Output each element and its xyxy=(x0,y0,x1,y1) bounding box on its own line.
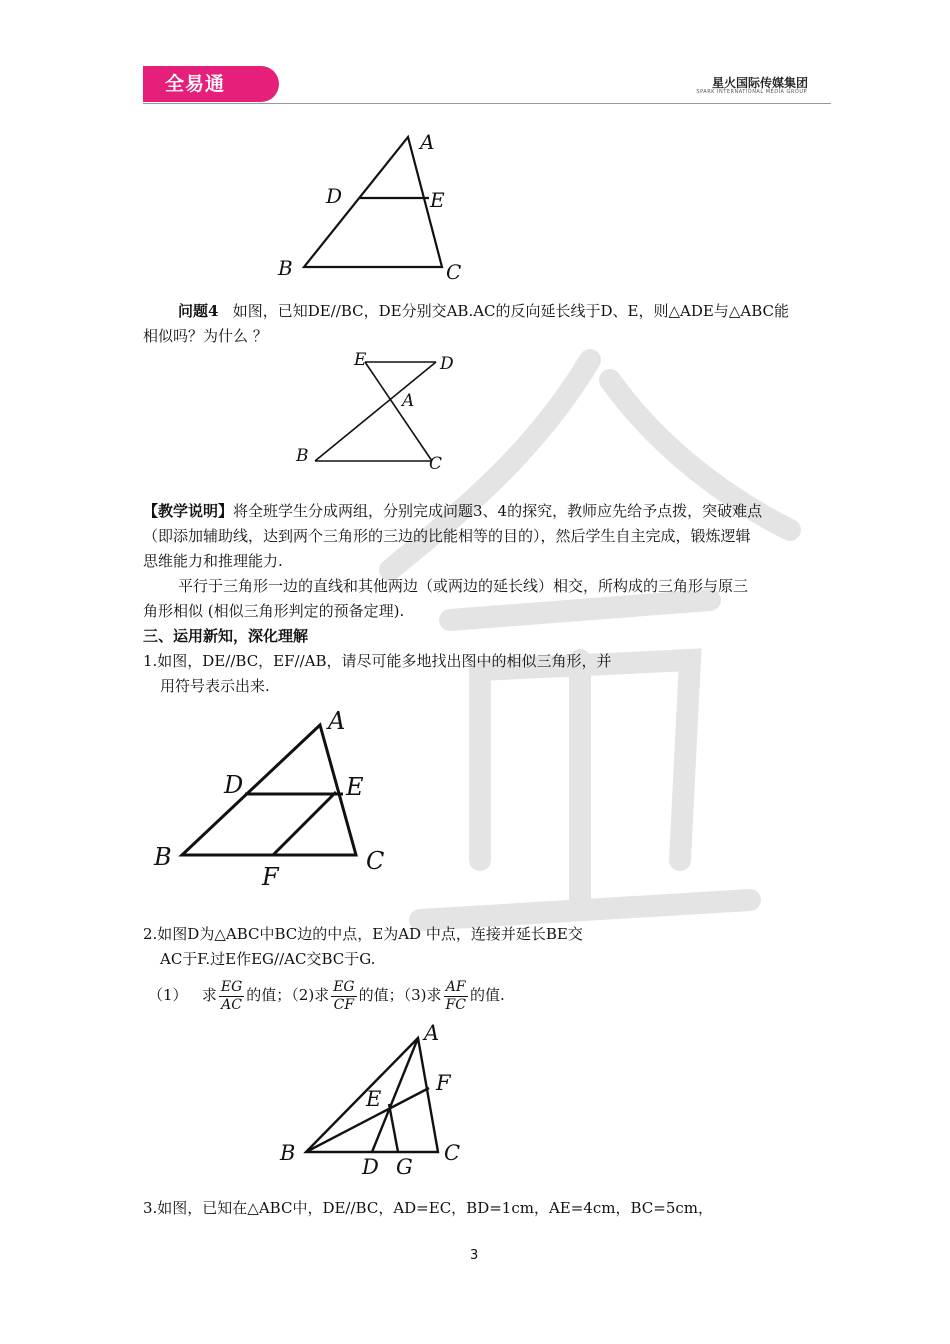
problem4-text: 如图，已知DE//BC，DE分别交AB.AC的反向延长线于D、E，则△ADE与△ABC能 xyxy=(232,302,789,320)
fig2-label-e: E xyxy=(354,350,367,370)
theorem-line2: 角形相似 (相似三角形判定的预备定理). xyxy=(143,602,405,620)
fig4-label-b: B xyxy=(280,1141,296,1165)
section-title: 三、运用新知，深化理解 xyxy=(143,627,309,645)
fig2-label-d: D xyxy=(440,354,454,374)
question2-text-s2: 的值；（3)求 xyxy=(358,986,442,1004)
fig1-label-c: C xyxy=(446,260,462,280)
fraction-eg-cf xyxy=(331,979,356,1014)
page-number: 3 xyxy=(470,1248,479,1263)
question1-line2: 用符号表示出来. xyxy=(160,677,270,695)
question2-text-s3: 的值. xyxy=(469,986,505,1004)
question2-line2: AC于F.过E作EG//AC交BC于G. xyxy=(160,950,376,968)
fig4-label-a: A xyxy=(424,1021,440,1045)
fig3-label-a: A xyxy=(328,707,346,735)
problem4-line2: 相似吗？为什么 ？ xyxy=(143,327,268,345)
logo: 全易通 xyxy=(143,66,279,102)
fig4-label-d: D xyxy=(362,1155,379,1178)
fig1-label-b: B xyxy=(278,256,293,280)
fig3-label-d: D xyxy=(224,771,244,799)
teaching-note-line3: 思维能力和推理能力. xyxy=(143,552,283,570)
teaching-note-line1 xyxy=(143,499,762,523)
question2-line1: 2.如图D为△ABC中BC边的中点，E为AD 中点，连接并延长BE交 xyxy=(143,925,583,943)
brand-name: 星火国际传媒集团 xyxy=(711,76,808,90)
fig4-label-e: E xyxy=(366,1087,382,1111)
fig4-label-f: F xyxy=(436,1071,451,1095)
fraction-af-fc-denominator: FC xyxy=(445,996,466,1013)
fraction-af-fc-numerator: AF xyxy=(444,979,468,997)
fig1-label-e: E xyxy=(430,188,445,212)
fraction-eg-ac-numerator: EG xyxy=(220,978,243,995)
fraction-af-fc xyxy=(444,979,468,1014)
fig2-label-b: B xyxy=(296,446,309,466)
teaching-note-text: 将全班学生分成两组，分别完成问题3、4的探究，教师应先给予点拨，突破难点 xyxy=(233,502,763,520)
fraction-eg-ac xyxy=(219,979,244,1014)
fig2-label-a: A xyxy=(402,391,415,411)
figure-midpoint-triangle xyxy=(270,1018,480,1178)
teaching-note-label: 【教学说明】 xyxy=(143,502,234,520)
fig3-label-c: C xyxy=(366,847,385,875)
brand-subtitle: SPARK INTERNATIONAL MEDIA GROUP xyxy=(696,89,807,95)
question2-qiu: 求 xyxy=(201,986,217,1004)
problem4-label: 问题4 xyxy=(178,302,219,320)
question2-line3 xyxy=(148,975,505,1015)
problem4-line1 xyxy=(178,299,789,323)
fig4-label-c: C xyxy=(444,1141,461,1165)
fig3-label-e: E xyxy=(346,773,364,801)
fraction-eg-cf-denominator: CF xyxy=(333,996,355,1013)
question2-text-s1: 的值；（2)求 xyxy=(246,986,330,1004)
question2-part1-label: （1） xyxy=(148,986,188,1004)
fig2-label-c: C xyxy=(429,454,443,470)
fig3-label-f: F xyxy=(262,863,279,890)
fig4-label-g: G xyxy=(396,1155,413,1178)
figure-hourglass-triangles xyxy=(290,345,460,470)
theorem-line1: 平行于三角形一边的直线和其他两边（或两边的延长线）相交，所构成的三角形与原三 xyxy=(178,577,749,595)
figure-triangle-de-parallel-bc xyxy=(270,125,480,280)
header-divider xyxy=(143,103,831,104)
fig3-label-b: B xyxy=(154,843,172,871)
figure-de-ef-parallel xyxy=(148,705,398,890)
fraction-eg-cf-numerator: EG xyxy=(333,978,355,995)
question3-line1: 3.如图，已知在△ABC中，DE//BC，AD=EC，BD=1cm，AE=4cm，BC=5cm， xyxy=(143,1199,713,1217)
fraction-eg-ac-denominator: AC xyxy=(221,996,242,1013)
teaching-note-line2: （即添加辅助线，达到两个三角形的三边的比能相等的目的），然后学生自主完成，锻炼逻辑 xyxy=(143,527,751,545)
fig1-label-d: D xyxy=(326,184,343,208)
question1-line1: 1.如图，DE//BC，EF//AB，请尽可能多地找出图中的相似三角形，并 xyxy=(143,652,612,670)
fig1-label-a: A xyxy=(420,130,435,154)
